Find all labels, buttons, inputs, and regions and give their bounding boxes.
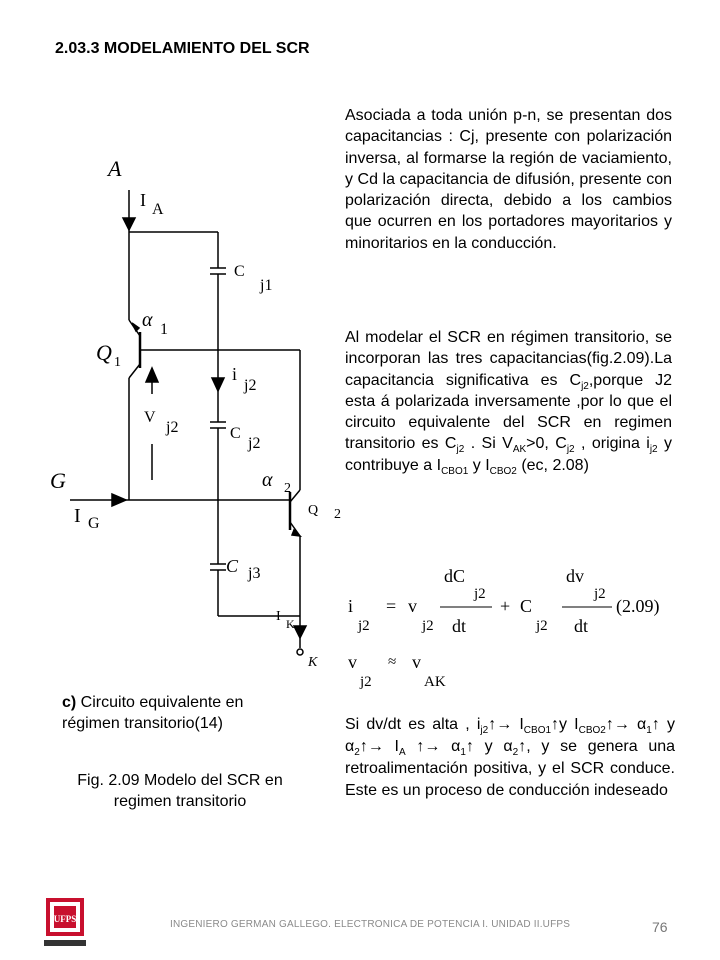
label-ig: I (74, 505, 81, 527)
label-ig-sub: G (88, 515, 100, 532)
footer-text: INGENIERO GERMAN GALLEGO. ELECTRONICA DE POTENCIA I. UNIDAD II.UFPS (170, 919, 571, 930)
label-cj3-sub: j3 (248, 565, 261, 582)
label-g: G (50, 468, 66, 493)
label-q1: Q (96, 340, 112, 365)
eq-dc-sub: j2 (474, 586, 486, 602)
section-heading: 2.03.3 MODELAMIENTO DEL SCR (55, 40, 310, 57)
eq-dc: dC (444, 566, 466, 586)
eq-approx-rhs-sub: AK (424, 674, 446, 690)
label-q2-sub: 2 (334, 507, 341, 522)
scr-transient-circuit (40, 150, 350, 680)
eq-approx-v: v (348, 652, 357, 672)
logo-text: UFPS (53, 914, 77, 924)
label-ij2-sub: j2 (244, 377, 257, 394)
logo-base (44, 940, 86, 946)
k-terminal (297, 649, 303, 655)
eq-dv-sub: j2 (594, 586, 606, 602)
label-alpha1-sub: 1 (160, 321, 168, 338)
q1-collector (129, 364, 140, 378)
ufps-logo (40, 898, 96, 950)
label-alpha1: α (142, 309, 153, 331)
figure-caption: Fig. 2.09 Modelo del SCR en regimen transitorio (77, 772, 283, 810)
eq-i-sub: j2 (358, 618, 370, 634)
label-q1-sub: 1 (114, 355, 121, 370)
label-ia: I (140, 190, 146, 210)
eq-c: C (520, 596, 533, 616)
ig-arrow-icon (112, 494, 126, 506)
label-a: A (108, 156, 122, 181)
label-cj1: C (234, 263, 245, 280)
eq-approx-rhs: v (412, 652, 421, 672)
label-alpha2-sub: 2 (284, 481, 291, 496)
eq-number: (2.09) (616, 596, 660, 616)
label-ij2: i (232, 364, 238, 384)
eq-v-sub: j2 (422, 618, 434, 634)
paragraph-capacitances: Asociada a toda unión p-n, se presentan dos capacitancias : Cj, presente con polarización inversa, al formarse la región de vaciamiento, y Cd la capacitancia de difusión, presente con polarización directa, debido a los cambios que ocurren en los portadores mayoritarios y minoritarios en la conducción. (345, 107, 672, 252)
page-number: 76 (652, 919, 668, 935)
label-ik-sub: K (286, 617, 295, 631)
paragraph-model: Al modelar el SCR en régimen transitorio, se incorporan las tres capacitancias(fig.2.09).La capacitancia significativa es $C_{j2},porque$ J2 esta á polarizada inversamente ,por lo que el circuito equivalente del SCR en regimen transitorio es $C_{j2}$ . Si $V_{AK}>0$, $C_{j2}$ , origina $i_{j2}$ y contribuye a $I_{CBO1}$ y $I_{CBO2}$ (ec, 2.08) (345, 329, 673, 477)
label-cj1-sub: j1 (260, 277, 273, 294)
label-k: K (308, 655, 318, 670)
label-q2: Q (308, 503, 319, 518)
label-cj2-sub: j2 (248, 435, 261, 452)
label-alpha2: α (262, 469, 273, 491)
ia-arrow-icon (123, 218, 135, 230)
label-vj2: V (144, 409, 156, 426)
eq-v: v (408, 596, 417, 616)
eq-plus: + (500, 596, 511, 616)
eq-equals: = (386, 596, 397, 616)
eq-approx-v-sub: j2 (360, 674, 372, 690)
label-cj2: C (230, 425, 241, 442)
circuit-caption: c) Circuito equivalente en régimen transitorio(14) (62, 694, 244, 732)
eq-i: i (348, 596, 354, 616)
eq-dt-2: dt (574, 616, 589, 636)
eq-dt-1: dt (452, 616, 467, 636)
label-vj2-sub: j2 (166, 419, 179, 436)
label-cj3: C (226, 556, 239, 576)
vj2-arrow-icon (146, 368, 158, 382)
eq-c-sub: j2 (536, 618, 548, 634)
eq-dv: dv (566, 566, 584, 586)
equation-209 (340, 560, 680, 700)
paragraph-feedback: Si dv/dt es alta , $i_{j2}↑\to$ $I_{CBO1}↑y$ $I_{CBO2}↑\to$ $\alpha_1↑$ y $\alpha_2↑\to I_A$ ↑→ $\alpha_1↑$ y $\alpha_2↑$, y se genera una retroalimentación positiva, y el SCR conduce. Este es un proceso de conducción indeseado (345, 716, 676, 799)
label-ik: I (276, 609, 281, 624)
eq-approx: ≈ (388, 654, 397, 670)
q2-collector (290, 490, 300, 502)
label-ia-sub: A (152, 201, 164, 218)
